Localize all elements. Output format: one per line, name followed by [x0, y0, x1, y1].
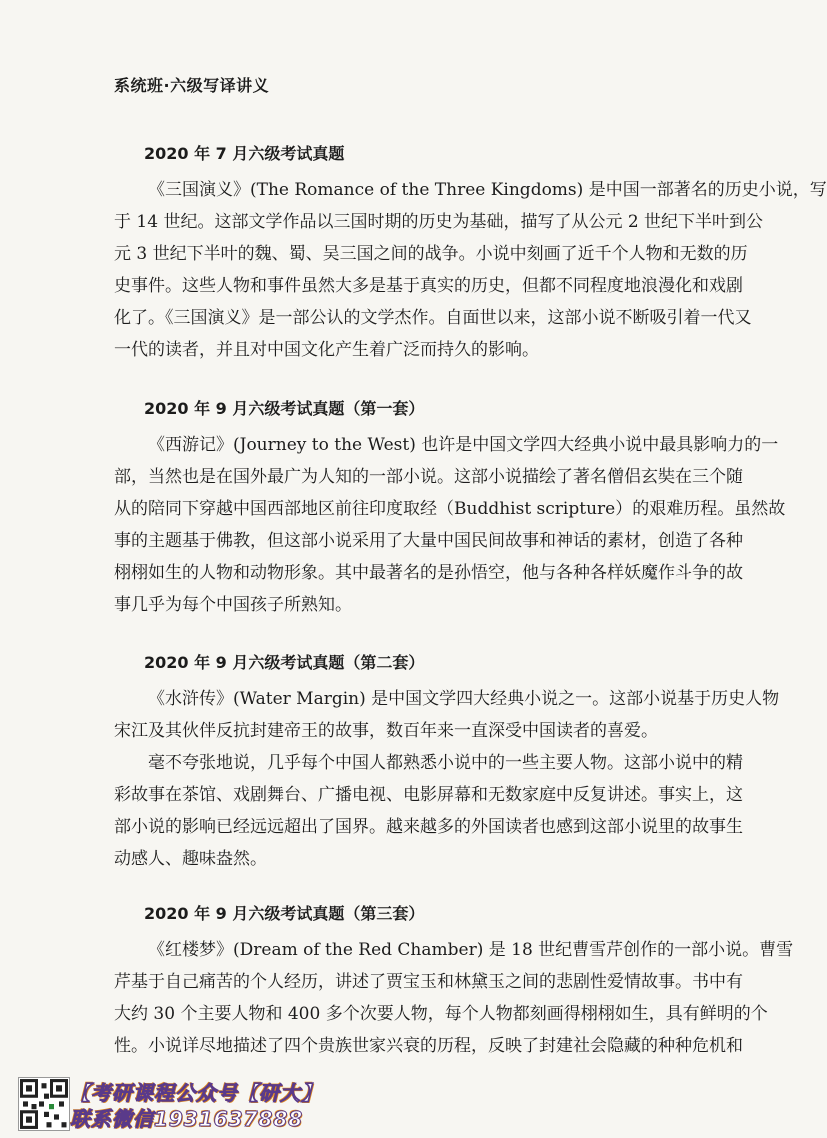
paragraph-line: 事几乎为每个中国孩子所熟知。 [114, 595, 352, 615]
section-2020-july [114, 142, 827, 366]
paragraph-line: 化了。《三国演义》是一部公认的文学杰作。自面世以来，这部小说不断吸引着一代又 [114, 308, 752, 328]
watermark-line-2: 联系微信1931637888 [70, 1107, 304, 1131]
paragraph-line: 元 3 世纪下半叶的魏、蜀、吴三国之间的战争。小说中刻画了近千个人物和无数的历 [114, 244, 748, 264]
paragraph-line: 宋江及其伙伴反抗封建帝王的故事，数百年来一直深受中国读者的喜爱。 [114, 721, 658, 741]
paragraph-line: 芹基于自己痛苦的个人经历，讲述了贾宝玉和林黛玉之间的悲剧性爱情故事。书中有 [114, 972, 743, 992]
section-2020-sept-set3 [114, 902, 794, 1062]
paragraph-line: 《西游记》(Journey to the West) 也许是中国文学四大经典小说中最具影响力的一 [148, 435, 779, 455]
page-header-title: 系统班·六级写译讲义 [114, 76, 270, 95]
watermark-line-1: 【考研课程公众号【研大】 [70, 1081, 322, 1105]
paragraph-line: 彩故事在茶馆、戏剧舞台、广播电视、电影屏幕和无数家庭中反复讲述。事实上，这 [114, 785, 743, 805]
paragraph-line: 从的陪同下穿越中国西部地区前往印度取经（Buddhist scripture）的艰难历程。虽然故 [114, 499, 786, 519]
paragraph-line: 部小说的影响已经远远超出了国界。越来越多的外国读者也感到这部小说里的故事生 [114, 817, 743, 837]
section-title: 2020 年 9 月六级考试真题（第一套） [144, 399, 425, 418]
paragraph-line: 大约 30 个主要人物和 400 多个次要人物，每个人物都刻画得栩栩如生，具有鲜明的个 [114, 1004, 768, 1024]
paragraph-line: 事的主题基于佛教，但这部小说采用了大量中国民间故事和神话的素材，创造了各种 [114, 531, 743, 551]
paragraph-line: 《红楼梦》(Dream of the Red Chamber) 是 18 世纪曹雪芹创作的一部小说。曹雪 [148, 940, 794, 960]
watermark [18, 1077, 322, 1133]
paragraph-line: 于 14 世纪。这部文学作品以三国时期的历史为基础，描写了从公元 2 世纪下半叶到公 [114, 212, 764, 232]
paragraph-line: 毫不夸张地说，几乎每个中国人都熟悉小说中的一些主要人物。这部小说中的精 [148, 753, 743, 773]
paragraph-line: 史事件。这些人物和事件虽然大多是基于真实的历史，但都不同程度地浪漫化和戏剧 [114, 276, 743, 296]
paragraph-line: 性。小说详尽地描述了四个贵族世家兴衰的历程，反映了封建社会隐藏的种种危机和 [114, 1036, 743, 1056]
paragraph-line: 部，当然也是在国外最广为人知的一部小说。这部小说描绘了著名僧侣玄奘在三个随 [114, 467, 743, 487]
paragraph-line: 《三国演义》(The Romance of the Three Kingdoms) 是中国一部著名的历史小说，写 [148, 180, 827, 200]
paragraph-line: 动感人、趣味盎然。 [114, 849, 267, 869]
qr-code-icon [18, 1077, 70, 1131]
section-2020-sept-set2 [114, 651, 780, 875]
section-title: 2020 年 7 月六级考试真题 [144, 144, 345, 163]
paragraph-line: 《水浒传》(Water Margin) 是中国文学四大经典小说之一。这部小说基于历史人物 [148, 689, 780, 709]
paragraph-line: 栩栩如生的人物和动物形象。其中最著名的是孙悟空，他与各种各样妖魔作斗争的故 [114, 563, 743, 583]
section-title: 2020 年 9 月六级考试真题（第三套） [144, 904, 425, 923]
paragraph-line: 一代的读者，并且对中国文化产生着广泛而持久的影响。 [114, 340, 539, 360]
section-title: 2020 年 9 月六级考试真题（第二套） [144, 653, 425, 672]
section-2020-sept-set1 [114, 397, 786, 621]
